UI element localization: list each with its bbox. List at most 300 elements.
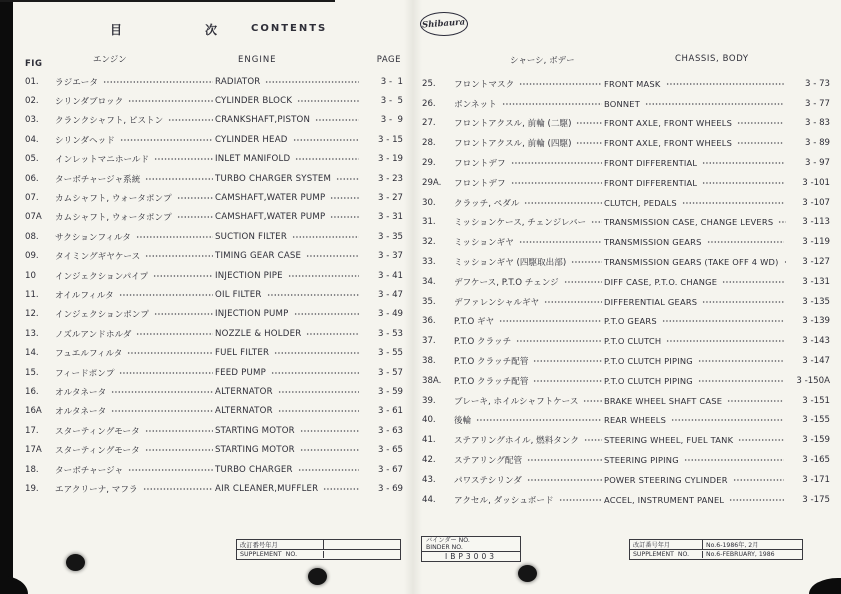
en-title-box xyxy=(604,277,786,287)
fig-number: 33. xyxy=(422,257,436,268)
jp-title-box xyxy=(55,76,215,88)
dot-leader xyxy=(103,77,213,87)
dot-leader xyxy=(295,154,359,164)
page-number: 3 - 65 xyxy=(378,445,403,456)
toc-row xyxy=(422,114,830,134)
title-japanese: フロントアクスル, 前輪 (二駆) xyxy=(454,119,572,130)
dot-leader xyxy=(119,368,213,378)
left-column-headers xyxy=(25,52,403,72)
fig-number: 37. xyxy=(422,336,436,347)
column-engine-en: ENGINE xyxy=(238,55,277,65)
dot-leader xyxy=(702,178,784,188)
toc-row xyxy=(422,450,830,470)
jp-title-box xyxy=(454,197,604,209)
fig-number: 35. xyxy=(422,296,436,307)
dot-leader xyxy=(297,96,359,106)
right-toc-list xyxy=(422,74,830,510)
supplement-value-en: No.6-FEBRUARY, 1986 xyxy=(706,551,775,558)
fig-number: 12. xyxy=(25,309,39,320)
toc-row xyxy=(25,111,403,130)
title-english: AIR CLEANER,MUFFLER xyxy=(215,483,319,494)
title-english: FRONT DIFFERENTIAL xyxy=(604,177,698,188)
toc-row xyxy=(422,292,830,312)
title-japanese: タイミングギヤケース xyxy=(55,252,141,263)
dot-leader xyxy=(300,426,359,436)
page-number: 3 - 73 xyxy=(805,78,830,89)
en-title-box xyxy=(215,154,361,164)
page-number: 3 - 47 xyxy=(378,289,403,300)
title-japanese: 後輪 xyxy=(454,416,472,427)
title-english: FRONT AXLE, FRONT WHEELS xyxy=(604,138,733,149)
title-english: STARTING MOTOR xyxy=(215,445,295,456)
dot-leader xyxy=(330,193,359,203)
jp-title-box xyxy=(454,177,604,189)
en-title-box xyxy=(215,465,361,475)
dot-leader xyxy=(584,435,602,445)
binder-label-jp: バインダー NO. xyxy=(426,537,470,544)
dot-leader xyxy=(278,406,359,416)
page-number: 3 -107 xyxy=(802,197,830,208)
shibaura-logo-text: Shibaura xyxy=(422,17,466,31)
dot-leader xyxy=(145,174,213,184)
jp-title-box xyxy=(55,444,215,456)
dot-leader xyxy=(544,297,602,307)
toc-row xyxy=(25,91,403,110)
page-number: 3 - 1 xyxy=(380,76,403,87)
dot-leader xyxy=(524,198,602,208)
jp-title-box xyxy=(454,256,604,268)
jp-title-box xyxy=(55,464,215,476)
title-english: SUCTION FILTER xyxy=(215,231,287,242)
jp-title-box xyxy=(454,434,604,446)
page-number: 3 - 37 xyxy=(378,251,403,262)
toc-row xyxy=(25,227,403,246)
stamp-row xyxy=(237,549,400,559)
jp-title-box xyxy=(55,192,215,204)
fig-number: 04. xyxy=(25,134,39,145)
en-title-box xyxy=(604,435,786,445)
dot-leader xyxy=(707,237,784,247)
en-title-box xyxy=(604,297,786,307)
toc-row xyxy=(25,421,403,440)
title-english: FRONT MASK xyxy=(604,78,661,89)
toc-row xyxy=(25,72,403,91)
supplement-label-en: SUPPLEMENT NO. xyxy=(237,551,324,558)
left-toc-list xyxy=(25,72,403,499)
title-japanese: デフケース, P.T.O チェンジ xyxy=(454,277,559,288)
fig-number: 14. xyxy=(25,348,39,359)
toc-row xyxy=(25,285,403,304)
toc-row xyxy=(422,351,830,371)
dot-leader xyxy=(336,174,359,184)
contents-title xyxy=(25,12,403,52)
title-japanese: ターボチャージャ xyxy=(55,465,124,476)
dot-leader xyxy=(662,316,784,326)
jp-title-box xyxy=(454,474,604,486)
fig-number: 11. xyxy=(25,289,39,300)
title-japanese: クラッチ, ペダル xyxy=(454,198,520,209)
toc-row xyxy=(422,312,830,332)
toc-row xyxy=(25,305,403,324)
jp-title-box xyxy=(55,405,215,417)
jp-title-box xyxy=(55,347,215,359)
jp-title-box xyxy=(454,375,604,387)
page-number: 3 - 53 xyxy=(378,328,403,339)
toc-row xyxy=(422,94,830,114)
dot-leader xyxy=(583,396,602,406)
supplement-label-jp: 改訂番号年月 xyxy=(630,540,703,549)
jp-title-box xyxy=(454,137,604,149)
page-number: 3 -155 xyxy=(802,415,830,426)
dot-leader xyxy=(666,336,784,346)
title-english: CAMSHAFT,WATER PUMP xyxy=(215,212,326,223)
en-title-box xyxy=(215,212,361,222)
jp-title-box xyxy=(55,425,215,437)
toc-row xyxy=(25,343,403,362)
toc-row xyxy=(25,363,403,382)
fig-number: 39. xyxy=(422,395,436,406)
title-japanese: オルタネータ xyxy=(55,387,107,398)
page-number: 3 -147 xyxy=(802,356,830,367)
title-english: DIFF CASE, P.T.O. CHANGE xyxy=(604,276,718,287)
en-title-box xyxy=(604,198,786,208)
en-title-box xyxy=(215,368,361,378)
toc-row xyxy=(422,173,830,193)
en-title-box xyxy=(604,99,786,109)
jp-title-box xyxy=(55,270,215,282)
column-chassis-en: CHASSIS, BODY xyxy=(675,54,749,64)
title-english: CYLINDER BLOCK xyxy=(215,96,293,107)
en-title-box xyxy=(604,336,786,346)
en-title-box xyxy=(604,495,786,505)
jp-title-box xyxy=(55,95,215,107)
stamp-row xyxy=(237,540,400,549)
toc-row xyxy=(422,74,830,94)
dot-leader xyxy=(516,336,602,346)
dot-leader xyxy=(127,348,213,358)
jp-title-box xyxy=(55,153,215,165)
page-number: 3 - 59 xyxy=(378,386,403,397)
title-japanese: クランクシャフト, ピストン xyxy=(55,116,164,127)
dot-leader xyxy=(519,237,602,247)
title-japanese: インジェクションポンプ xyxy=(55,310,149,321)
toc-row xyxy=(422,331,830,351)
fig-number: 03. xyxy=(25,115,39,126)
scan-edge-left xyxy=(0,0,13,594)
binder-hole xyxy=(66,554,85,571)
dot-leader xyxy=(298,465,359,475)
fig-number: 31. xyxy=(422,217,436,228)
page-number: 3 -119 xyxy=(802,237,830,248)
title-japanese: ボンネット xyxy=(454,99,497,110)
dot-leader xyxy=(722,277,784,287)
fig-number: 28. xyxy=(422,138,436,149)
title-english: INJECTION PIPE xyxy=(215,270,283,281)
page-number: 3 -131 xyxy=(802,276,830,287)
dot-leader xyxy=(591,217,602,227)
title-japanese: ミッションケース, チェンジレバー xyxy=(454,218,587,229)
toc-row xyxy=(25,208,403,227)
jp-title-box xyxy=(55,328,215,340)
page-number: 3 - 5 xyxy=(380,96,403,107)
title-english: INLET MANIFOLD xyxy=(215,154,291,165)
title-english: STEERING WHEEL, FUEL TANK xyxy=(604,435,734,446)
title-english: CRANKSHAFT,PISTON xyxy=(215,115,311,126)
page-number: 3 - 77 xyxy=(805,98,830,109)
scan-edge-top xyxy=(0,0,335,2)
en-title-box xyxy=(215,193,361,203)
page-number: 3 -143 xyxy=(802,336,830,347)
fig-number: 30. xyxy=(422,197,436,208)
en-title-box xyxy=(215,115,361,125)
title-english: CAMSHAFT,WATER PUMP xyxy=(215,193,326,204)
fig-number: 38A. xyxy=(422,375,442,386)
page-number: 3 - 35 xyxy=(378,231,403,242)
fig-number: 44. xyxy=(422,494,436,505)
fig-number: 25. xyxy=(422,78,436,89)
title-japanese: カムシャフト, ウォータポンプ xyxy=(55,194,172,205)
page-gutter-shadow xyxy=(404,0,422,594)
en-title-box xyxy=(215,484,361,494)
fig-number: 36. xyxy=(422,316,436,327)
fig-number: 18. xyxy=(25,464,39,475)
dot-leader xyxy=(120,135,213,145)
title-japanese: ラジエータ xyxy=(55,77,98,88)
fig-number: 06. xyxy=(25,173,39,184)
dot-leader xyxy=(128,96,213,106)
dot-leader xyxy=(533,356,602,366)
title-japanese: フロントマスク xyxy=(454,79,515,90)
fig-number: 34. xyxy=(422,276,436,287)
dot-leader xyxy=(502,99,602,109)
jp-title-box xyxy=(454,236,604,248)
fig-number: 27. xyxy=(422,118,436,129)
dot-leader xyxy=(111,387,213,397)
fig-number: 05. xyxy=(25,154,39,165)
title-english: STEERING PIPING xyxy=(604,455,679,466)
toc-row xyxy=(25,247,403,266)
page-number: 3 -159 xyxy=(802,435,830,446)
toc-row xyxy=(422,133,830,153)
dot-leader xyxy=(519,79,602,89)
supplement-stamp-right xyxy=(629,539,803,560)
fig-number: 17A xyxy=(25,445,42,456)
title-english: NOZZLE & HOLDER xyxy=(215,328,302,339)
dot-leader xyxy=(527,475,602,485)
title-japanese: フィードポンプ xyxy=(55,368,115,379)
stamp-row xyxy=(630,540,802,549)
title-japanese: ターボチャージャ系統 xyxy=(55,174,141,185)
dot-leader xyxy=(145,445,213,455)
jp-title-box xyxy=(454,216,604,228)
en-title-box xyxy=(604,316,786,326)
dot-leader xyxy=(128,465,213,475)
dot-leader xyxy=(306,251,359,261)
title-english: FRONT AXLE, FRONT WHEELS xyxy=(604,118,733,129)
en-title-box xyxy=(604,158,786,168)
page-number: 3 - 23 xyxy=(378,173,403,184)
page-number: 3 - 49 xyxy=(378,309,403,320)
dot-leader xyxy=(154,309,213,319)
column-page-label: PAGE xyxy=(376,55,401,65)
page-number: 3 -165 xyxy=(802,455,830,466)
title-japanese: ブレーキ, ホイルシャフトケース xyxy=(454,396,579,407)
right-column-headers xyxy=(422,54,830,70)
dot-leader xyxy=(576,138,602,148)
title-japanese: オルタネータ xyxy=(55,407,107,418)
jp-title-box xyxy=(454,296,604,308)
dot-leader xyxy=(168,115,213,125)
jp-title-box xyxy=(454,335,604,347)
scan-corner-bottom-left xyxy=(0,576,28,594)
en-title-box xyxy=(604,475,786,485)
fig-number: 15. xyxy=(25,367,39,378)
title-japanese: パワステシリンダ xyxy=(454,475,522,486)
title-english: ALTERNATOR xyxy=(215,406,273,417)
dot-leader xyxy=(153,271,213,281)
en-title-box xyxy=(604,396,786,406)
page-number: 3 - 27 xyxy=(378,193,403,204)
binder-label-en: BINDER NO. xyxy=(426,544,463,551)
en-title-box xyxy=(215,348,361,358)
toc-row xyxy=(422,490,830,510)
title-english: TURBO CHARGER SYSTEM xyxy=(215,173,332,184)
shibaura-logo xyxy=(420,12,468,36)
dot-leader xyxy=(267,290,359,300)
jp-title-box xyxy=(55,483,215,495)
dot-leader xyxy=(111,406,213,416)
dot-leader xyxy=(576,118,602,128)
title-jp-moku: 目 xyxy=(110,23,123,37)
en-title-box xyxy=(215,426,361,436)
dot-leader xyxy=(682,198,784,208)
page-number: 3 - 63 xyxy=(378,425,403,436)
jp-title-box xyxy=(454,355,604,367)
toc-row xyxy=(25,460,403,479)
jp-title-box xyxy=(454,98,604,110)
dot-leader xyxy=(702,297,784,307)
title-english: CYLINDER HEAD xyxy=(215,134,288,145)
dot-leader xyxy=(145,426,213,436)
toc-row xyxy=(25,266,403,285)
en-title-box xyxy=(604,79,786,89)
title-english: ALTERNATOR xyxy=(215,386,273,397)
jp-title-box xyxy=(454,157,604,169)
dot-leader xyxy=(564,277,602,287)
title-english: P.T.O CLUTCH PIPING xyxy=(604,356,693,367)
jp-title-box xyxy=(55,173,215,185)
title-japanese: シリンダブロック xyxy=(55,97,124,108)
dot-leader xyxy=(727,396,784,406)
en-title-box xyxy=(215,271,361,281)
toc-row xyxy=(25,402,403,421)
toc-row xyxy=(422,470,830,490)
page-number: 3 -135 xyxy=(802,296,830,307)
en-title-box xyxy=(215,309,361,319)
fig-number: 29. xyxy=(422,158,436,169)
jp-title-box xyxy=(454,414,604,426)
title-japanese: エアクリーナ, マフラ xyxy=(55,484,138,495)
jp-title-box xyxy=(55,114,215,126)
page-number: 3 - 89 xyxy=(805,138,830,149)
page-number: 3 -101 xyxy=(802,177,830,188)
dot-leader xyxy=(265,77,359,87)
jp-title-box xyxy=(55,134,215,146)
en-title-box xyxy=(215,329,361,339)
title-english: DIFFERENTIAL GEARS xyxy=(604,296,698,307)
jp-title-box xyxy=(454,315,604,327)
title-japanese: スターティングモータ xyxy=(55,446,140,457)
en-title-box xyxy=(604,138,786,148)
title-english: RADIATOR xyxy=(215,76,261,87)
dot-leader xyxy=(737,138,784,148)
page-number: 3 - 9 xyxy=(380,115,403,126)
jp-title-box xyxy=(55,250,215,262)
dot-leader xyxy=(645,99,784,109)
title-english: P.T.O GEARS xyxy=(604,316,657,327)
toc-row xyxy=(25,169,403,188)
dot-leader xyxy=(511,158,602,168)
fig-number: 07. xyxy=(25,193,39,204)
title-japanese: アクセル, ダッシュボード xyxy=(454,495,554,506)
dot-leader xyxy=(671,415,784,425)
title-japanese: インレットマニホールド xyxy=(55,155,150,166)
left-page xyxy=(25,12,403,499)
dot-leader xyxy=(293,135,359,145)
dot-leader xyxy=(533,376,602,386)
title-japanese: P.T.O クラッチ配管 xyxy=(454,376,529,387)
dot-leader xyxy=(511,178,602,188)
title-english: P.T.O CLUTCH xyxy=(604,336,662,347)
title-japanese: デファレンシャルギヤ xyxy=(454,297,540,308)
fig-number: 16A xyxy=(25,406,42,417)
dot-leader xyxy=(278,387,359,397)
jp-title-box xyxy=(454,454,604,466)
title-japanese: P.T.O ギヤ xyxy=(454,317,495,328)
title-english: TRANSMISSION GEARS (TAKE OFF 4 WD) xyxy=(604,257,779,268)
en-title-box xyxy=(604,455,786,465)
title-english: TURBO CHARGER xyxy=(215,464,293,475)
dot-leader xyxy=(778,217,786,227)
page-number: 3 - 69 xyxy=(378,483,403,494)
dot-leader xyxy=(499,316,602,326)
jp-title-box xyxy=(55,231,215,243)
title-japanese: ノズルアンドホルダ xyxy=(55,329,132,340)
dot-leader xyxy=(306,329,359,339)
title-english: REAR WHEELS xyxy=(604,415,667,426)
en-title-box xyxy=(604,237,786,247)
title-contents: CONTENTS xyxy=(251,23,328,34)
en-title-box xyxy=(215,445,361,455)
binder-hole xyxy=(308,568,327,585)
page-number: 3 -127 xyxy=(802,257,830,268)
en-title-box xyxy=(215,387,361,397)
dot-leader xyxy=(729,495,784,505)
jp-title-box xyxy=(454,117,604,129)
page-number: 3 -151 xyxy=(802,395,830,406)
en-title-box xyxy=(604,376,786,386)
toc-row xyxy=(422,411,830,431)
title-english: TRANSMISSION GEARS xyxy=(604,237,702,248)
jp-title-box xyxy=(55,211,215,223)
dot-leader xyxy=(154,154,213,164)
title-japanese: オイルフィルタ xyxy=(55,290,114,301)
title-english: CLUTCH, PEDALS xyxy=(604,197,677,208)
jp-title-box xyxy=(454,494,604,506)
fig-number: 32. xyxy=(422,237,436,248)
title-japanese: カムシャフト, ウォータポンプ xyxy=(55,213,172,224)
title-english: FRONT DIFFERENTIAL xyxy=(604,158,698,169)
